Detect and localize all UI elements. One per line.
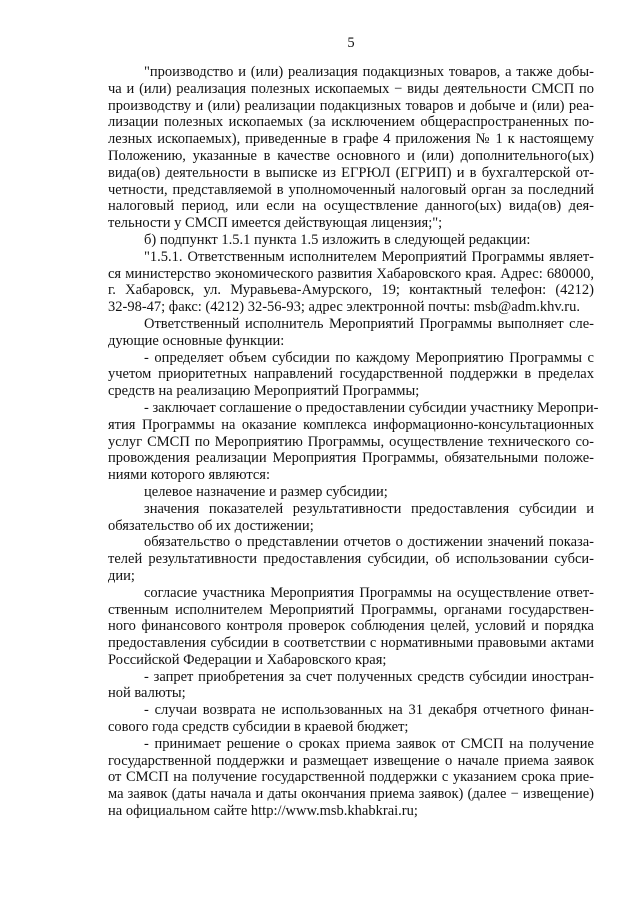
text-line: ча и (или) реализация полезных ископаемых − виды деятельности СМСП по — [108, 80, 594, 97]
text-line: "1.5.1. Ответственным исполнителем Мероприятий Программы являет- — [144, 248, 594, 265]
text-line: ственным исполнителем Мероприятий Программы, органами государствен- — [108, 601, 594, 618]
text-line: ной валюты; — [108, 685, 186, 702]
text-line: ятия Программы на оказание комплекса информационно-консультационных — [108, 416, 594, 433]
text-line: производству и (или) реализации подакцизных товаров и добыче и (или) реа- — [108, 97, 594, 114]
text-line: государственной поддержки и размещает извещение о начале приема заявок — [108, 752, 594, 769]
text-line: ного финансового контроля проверок соблюдения целей, условий и порядка — [108, 618, 594, 635]
text-line: телей результативности предоставления субсидии, об использовании субси- — [108, 551, 594, 568]
text-line: учетом приоритетных направлений государственной поддержки в пределах — [108, 366, 594, 383]
text-line: целевое назначение и размер субсидии; — [144, 483, 388, 500]
text-line: лизации полезных ископаемых (за исключением общераспространенных по- — [108, 114, 594, 131]
text-line: г. Хабаровск, ул. Муравьева-Амурского, 19; контактный телефон: (4212) — [108, 282, 594, 299]
text-line: вида(ов) деятельности в выписке из ЕГРЮЛ (ЕГРИП) и в бухгалтерской от- — [108, 164, 594, 181]
text-line: б) подпункт 1.5.1 пункта 1.5 изложить в следующей редакции: — [144, 231, 531, 248]
text-line: от СМСП на получение государственной поддержки с указанием срока прие- — [108, 769, 594, 786]
text-line: Ответственный исполнитель Мероприятий Программы выполняет сле- — [144, 315, 594, 332]
text-line: лезных ископаемых), приведенные в графе 4 приложения № 1 к настоящему — [108, 131, 594, 148]
text-line: на официальном сайте http://www.msb.khabkrai.ru; — [108, 803, 418, 820]
text-line: - случаи возврата не использованных на 31 декабря отчетного финан- — [144, 702, 594, 719]
text-line: дующие основные функции: — [108, 332, 285, 349]
text-line: "производство и (или) реализация подакцизных товаров, а также добы- — [144, 64, 594, 80]
text-line: ниями которого являются: — [108, 467, 270, 484]
text-line: - принимает решение о сроках приема заявок от СМСП на получение — [144, 735, 594, 752]
text-line: услуг СМСП по Мероприятию Программы, осуществление технического со- — [108, 433, 594, 450]
text-line: предоставления субсидии в соответствии с нормативными правовыми актами — [108, 635, 594, 652]
text-line: обязательство о представлении отчетов о достижении значений показа- — [144, 534, 594, 551]
text-line: согласие участника Мероприятия Программы на осуществление ответ- — [144, 584, 594, 601]
text-line: средств на реализацию Мероприятий Программы; — [108, 383, 420, 400]
text-line: обязательство об их достижении; — [108, 517, 314, 534]
text-line: налоговый период, или если на осуществление данного(ых) вида(ов) дея- — [108, 198, 594, 215]
text-line: - запрет приобретения за счет полученных средств субсидии иностран- — [144, 668, 594, 685]
text-line: сового года средств субсидии в краевой бюджет; — [108, 719, 409, 736]
text-line: провождения реализации Мероприятия Программы, обязательными положе- — [108, 450, 594, 467]
text-line: дии; — [108, 567, 135, 584]
text-line: - определяет объем субсидии по каждому Мероприятию Программы с — [144, 349, 594, 366]
text-line: ся министерство экономического развития Хабаровского края. Адрес: 680000, — [108, 265, 594, 282]
text-line: Российской Федерации и Хабаровского края; — [108, 651, 387, 668]
document-body — [108, 64, 599, 820]
page-number: 5 — [347, 35, 355, 51]
text-line: тельности у СМСП имеется действующая лицензия;"; — [108, 215, 443, 232]
text-line: Положению, указанные в качестве основного и (или) дополнительного(ых) — [108, 147, 594, 164]
text-line: ма заявок (даты начала и даты окончания приема заявок) (далее − извещение) — [108, 786, 594, 803]
text-line: 32-98-47; факс: (4212) 32-56-93; адрес электронной почты: msb@adm.khv.ru. — [108, 299, 580, 316]
text-line: значения показателей результативности предоставления субсидии и — [144, 500, 594, 517]
text-line: четности, представляемой в уполномоченный налоговый орган за последний — [108, 181, 594, 198]
text-line: - заключает соглашение о предоставлении субсидии участнику Меропри- — [144, 399, 599, 416]
